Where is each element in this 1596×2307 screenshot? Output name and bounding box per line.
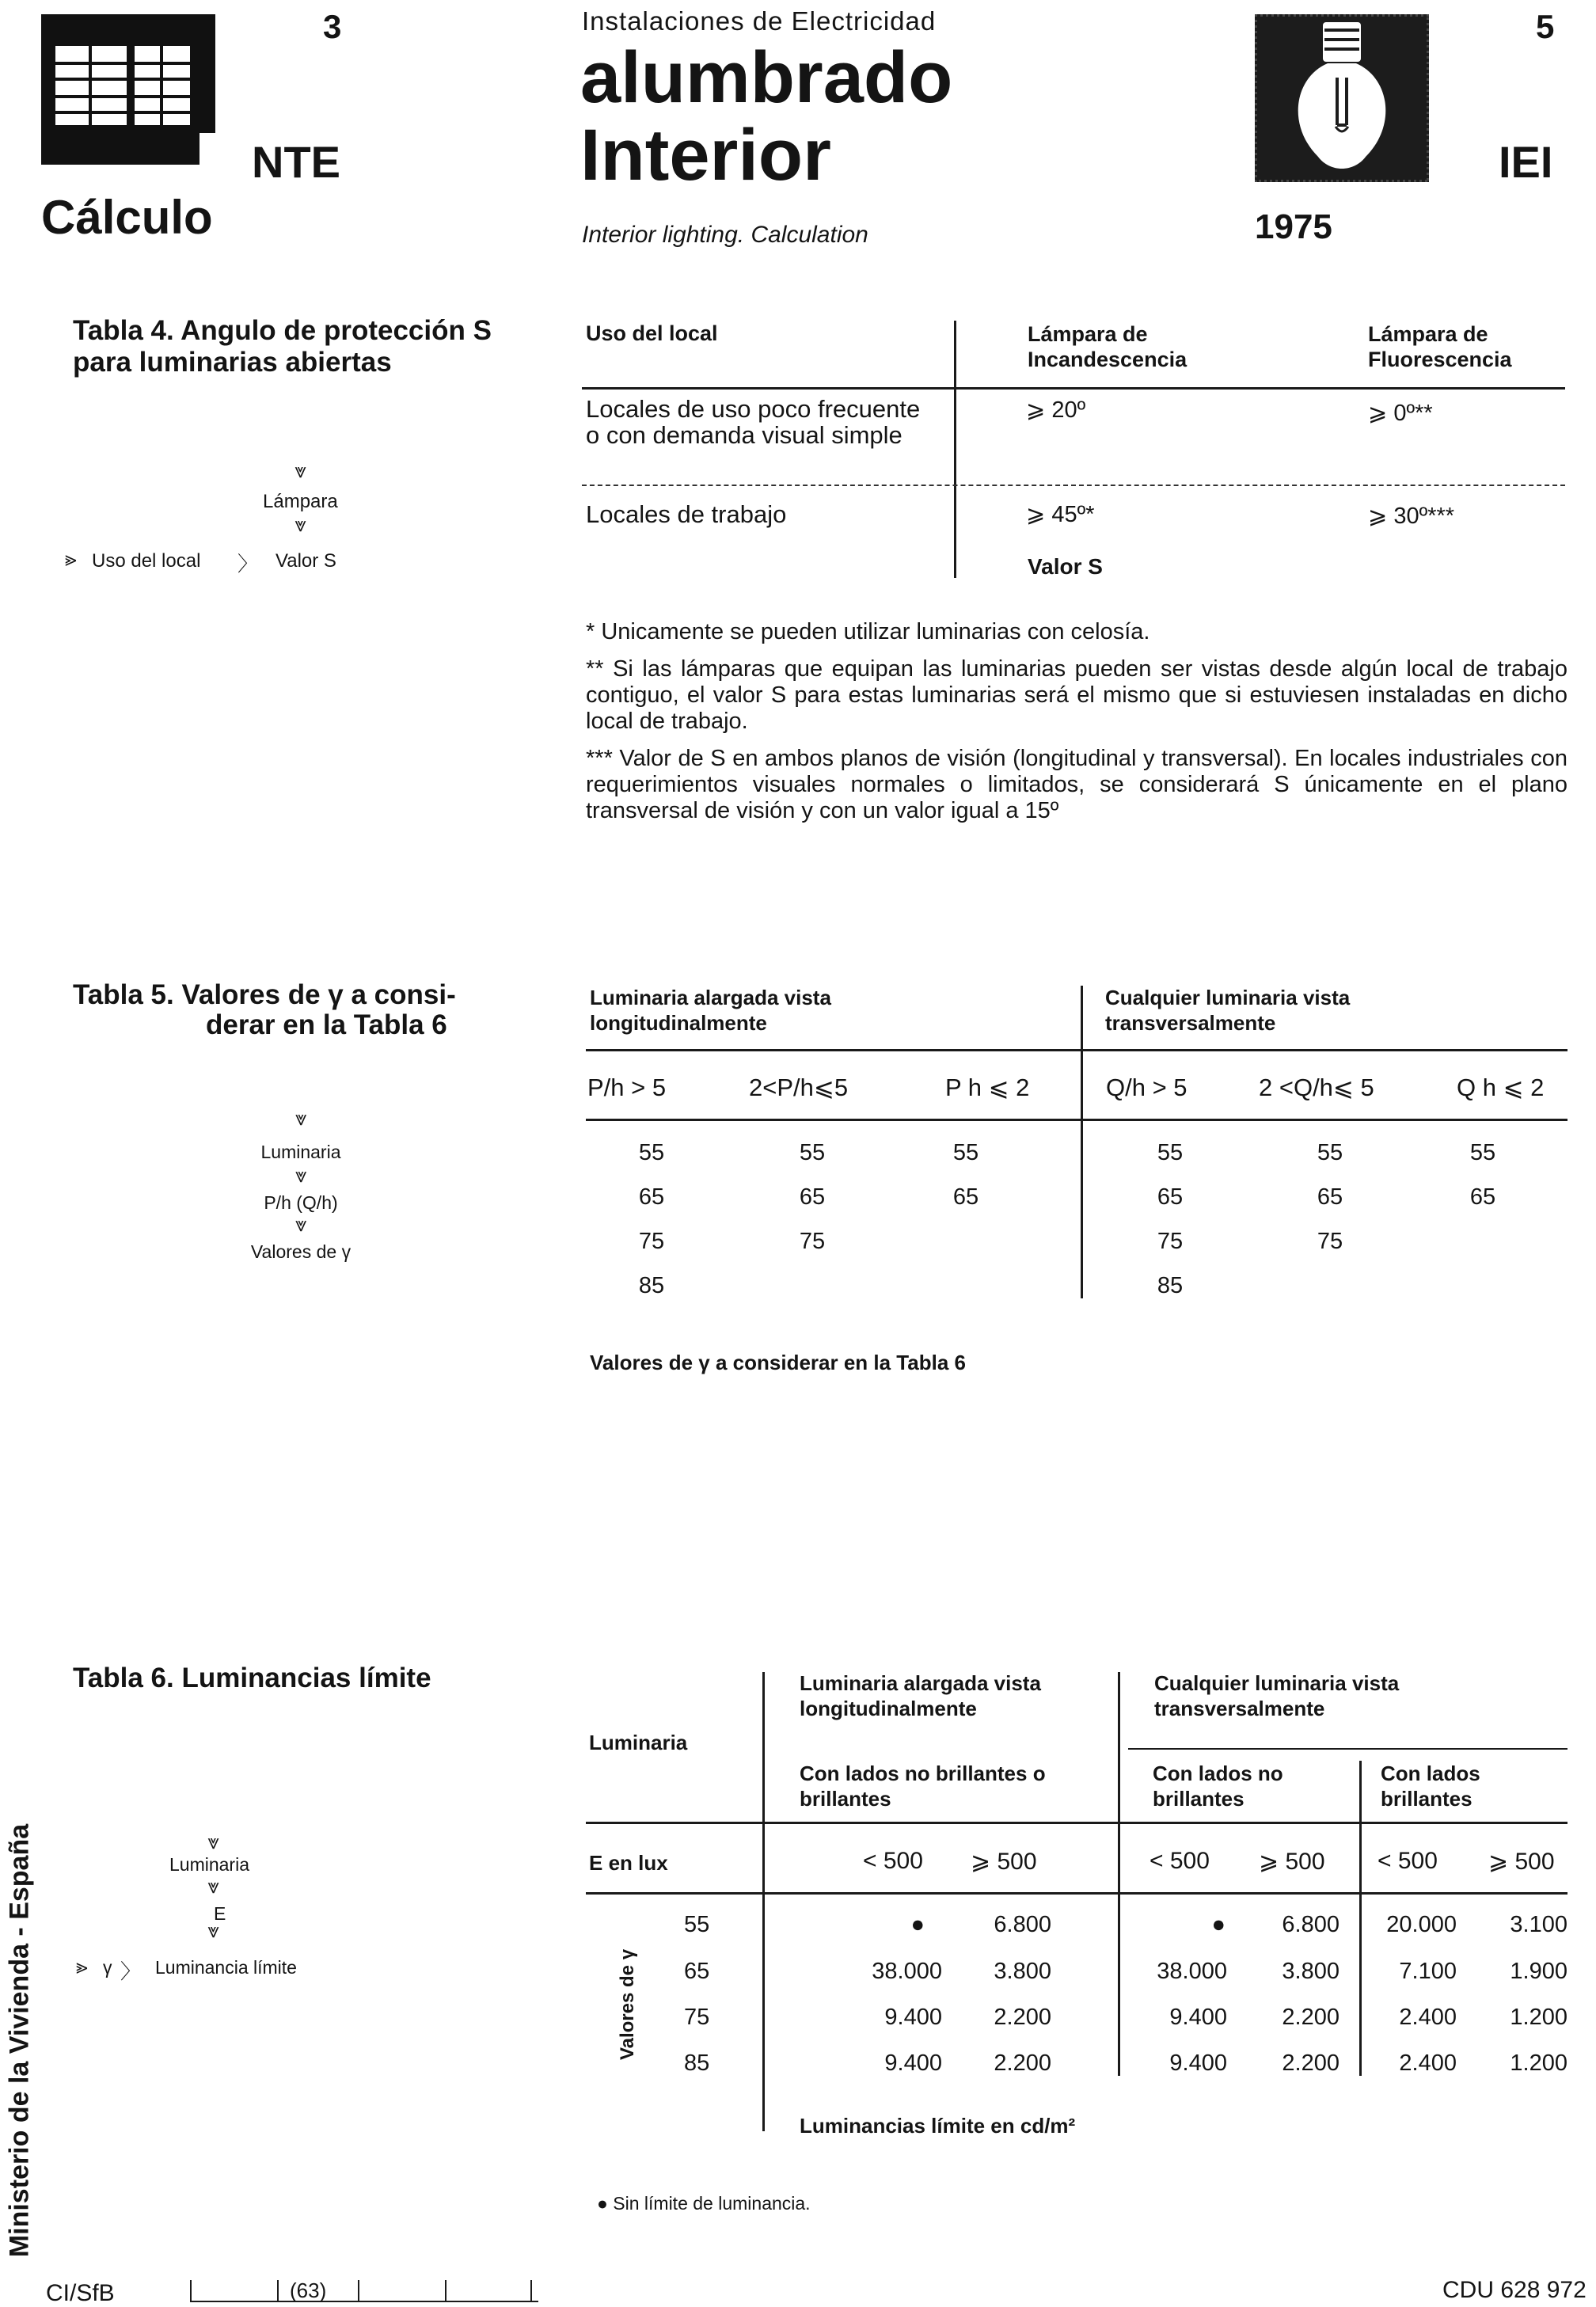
t6-cell: 9.400 xyxy=(884,2005,942,2030)
tabla6-divider2 xyxy=(1118,1672,1120,2076)
tabla5-header-rule xyxy=(586,1049,1568,1051)
tabla6-flow-diagram xyxy=(71,1830,388,1984)
flow-luminaria: Luminaria xyxy=(169,1854,249,1875)
t6-cell: 2.200 xyxy=(1282,2050,1340,2076)
iei-code: IEI xyxy=(1499,137,1553,187)
nte-label: NTE xyxy=(252,137,340,187)
tabla5-col3: P h ⩽ 2 xyxy=(945,1074,1030,1101)
tabla5-divider xyxy=(1081,986,1083,1298)
series-title: Instalaciones de Electricidad xyxy=(582,6,937,36)
tabla6-e-col3: < 500 xyxy=(1150,1848,1210,1874)
t6-cell: 1.900 xyxy=(1510,1959,1568,1984)
t5-cell: 75 xyxy=(799,1229,826,1254)
english-subtitle: Interior lighting. Calculation xyxy=(582,222,868,248)
down-arrow-icon: ⩔ xyxy=(294,513,306,537)
tabla4-row-rule xyxy=(582,485,1565,486)
tabla6-e-col1: < 500 xyxy=(863,1848,923,1874)
page-right-number: 5 xyxy=(1536,8,1555,45)
tabla5-group2: Cualquier luminaria vista transversalmente xyxy=(1105,986,1351,1035)
main-title-line2: Interior xyxy=(580,115,831,196)
t5-cell: 85 xyxy=(1157,1273,1184,1298)
tabla6-e-rule xyxy=(586,1892,1568,1895)
note-1: * Unicamente se pueden utilizar luminarias con celosía. xyxy=(586,619,1150,644)
tabla4-notes xyxy=(586,619,1568,824)
tabla5-col1: P/h > 5 xyxy=(587,1074,667,1101)
t6-cell: 3.800 xyxy=(1282,1959,1340,1984)
flow-lampara: Lámpara xyxy=(263,491,338,512)
gamma-value: 85 xyxy=(684,2050,710,2076)
tabla4-row2-incand: ⩾ 45º* xyxy=(1026,502,1095,527)
cisfb-tick xyxy=(277,2280,279,2302)
t6-cell: 1.200 xyxy=(1510,2005,1568,2030)
t5-cell: 55 xyxy=(1469,1140,1496,1165)
t6-cell: 6.800 xyxy=(994,1912,1051,1937)
t6-cell: 9.400 xyxy=(1169,2050,1227,2076)
t5-cell: 65 xyxy=(1317,1184,1343,1210)
t6-cell: 9.400 xyxy=(884,2050,942,2076)
tabla4-row1-incand: ⩾ 20º xyxy=(1026,397,1086,423)
flow-luminaria: Luminaria xyxy=(260,1142,341,1162)
tabla5-col2: 2<P/h⩽5 xyxy=(749,1074,849,1101)
tabla4-header-uso: Uso del local xyxy=(586,321,718,345)
tabla4-row1-uso: Locales de uso poco frecuente o con demanda visual simple xyxy=(586,395,921,449)
t5-cell: 55 xyxy=(638,1140,665,1165)
tabla5-col-rule xyxy=(586,1119,1568,1121)
t6-cell: ● xyxy=(1211,1912,1226,1937)
note-2: ** Si las lámparas que equipan las luminarias pueden ser vistas desde algún local de trabajo contiguo, el valor S para estas luminarias será el mismo que si estuviesen instaladas en dicho local de trabajo. xyxy=(586,656,1568,734)
cisfb-code: (63) xyxy=(290,2278,327,2302)
tabla6-e-col4: ⩾ 500 xyxy=(1259,1849,1325,1875)
flow-gamma: γ xyxy=(103,1957,112,1978)
tabla5-col4: Q/h > 5 xyxy=(1106,1074,1188,1101)
tabla6-e-col2: ⩾ 500 xyxy=(971,1849,1037,1875)
t5-cell: 65 xyxy=(1157,1184,1184,1210)
tabla4-title: Tabla 4. Angulo de protección S para luminarias abiertas xyxy=(73,315,492,378)
down-arrow-icon: ⩔ xyxy=(294,459,306,483)
tabla6-sub2: Con lados no brillantes xyxy=(1153,1762,1283,1811)
flow-ph: P/h (Q/h) xyxy=(264,1192,338,1213)
cisfb-baseline xyxy=(190,2301,538,2302)
t6-cell: 2.200 xyxy=(994,2005,1051,2030)
ministry-label: Ministerio de la Vivienda - España xyxy=(4,1823,35,2258)
main-title-line1: alumbrado xyxy=(580,37,953,118)
tabla5-col5: 2 <Q/h⩽ 5 xyxy=(1259,1074,1374,1101)
tabla5-col6: Q h ⩽ 2 xyxy=(1457,1074,1545,1101)
tabla4-header-rule xyxy=(582,387,1565,390)
tabla4-header-fluorescencia: Lámpara de Fluorescencia xyxy=(1368,322,1512,371)
right-arrow-icon: 〉 xyxy=(120,1960,142,1984)
t5-cell: 65 xyxy=(1469,1184,1496,1210)
tabla4-row2-fluor: ⩾ 30º*** xyxy=(1368,504,1455,529)
note-3: *** Valor de S en ambos planos de visión (longitudinal y transversal). En locales industriales con requerimientos visuales normales o limitados, se considerará S únicamente en el plano transversal de visión y con un valor igual a 15º xyxy=(586,746,1568,823)
tabla6-e-col6: ⩾ 500 xyxy=(1488,1849,1555,1875)
right-arrow-icon: ⪢ xyxy=(65,548,77,572)
flow-valor-s: Valor S xyxy=(276,550,336,572)
light-bulb-icon xyxy=(1255,14,1429,182)
cdu-label: CDU 628 972 xyxy=(1442,2277,1586,2303)
tabla6-group-rule xyxy=(1128,1748,1568,1750)
gamma-value: 55 xyxy=(684,1912,710,1937)
flow-e: E xyxy=(214,1903,226,1924)
tabla6-group2: Cualquier luminaria vista transversalmente xyxy=(1154,1671,1400,1720)
tabla6-side-label: Valores de γ xyxy=(617,1948,638,2061)
t6-cell: 2.400 xyxy=(1399,2050,1457,2076)
tabla5-group1: Luminaria alargada vista longitudinalmente xyxy=(590,986,831,1035)
tabla4-row2-uso: Locales de trabajo xyxy=(586,500,787,528)
tabla5-flow-diagram xyxy=(222,1107,380,1273)
tabla6-caption: Luminancias límite en cd/m² xyxy=(800,2114,1076,2138)
down-arrow-icon: ⩔ xyxy=(294,1107,307,1131)
down-arrow-icon: ⩔ xyxy=(294,1213,307,1237)
t5-cell: 65 xyxy=(638,1184,665,1210)
cisfb-tick xyxy=(358,2280,359,2302)
page-left-number: 3 xyxy=(323,8,342,45)
tabla5-caption: Valores de γ a considerar en la Tabla 6 xyxy=(590,1351,966,1374)
t5-cell: 65 xyxy=(799,1184,826,1210)
t6-cell: 2.400 xyxy=(1399,2005,1457,2030)
cisfb-tick xyxy=(530,2280,532,2302)
tabla5-title-line1: Tabla 5. Valores de γ a consi- xyxy=(73,979,456,1010)
t5-cell: 55 xyxy=(1317,1140,1343,1165)
cisfb-box xyxy=(190,2271,538,2302)
flow-luminancia-limite: Luminancia límite xyxy=(155,1957,297,1978)
t6-cell: 20.000 xyxy=(1386,1912,1457,1937)
down-arrow-icon: ⩔ xyxy=(207,1830,219,1854)
t5-cell: 85 xyxy=(638,1273,665,1298)
cisfb-label: CI/SfB xyxy=(46,2280,115,2306)
t6-cell: ● xyxy=(910,1912,925,1937)
t6-cell: 7.100 xyxy=(1399,1959,1457,1984)
tabla5-title xyxy=(73,980,548,1040)
t6-cell: 3.800 xyxy=(994,1959,1051,1984)
down-arrow-icon: ⩔ xyxy=(294,1164,307,1188)
tabla5-title-line2: derar en la Tabla 6 xyxy=(206,1009,447,1040)
down-arrow-icon: ⩔ xyxy=(207,1919,219,1943)
tabla4-flow-diagram xyxy=(65,459,380,578)
t5-cell: 65 xyxy=(952,1184,979,1210)
cisfb-tick xyxy=(445,2280,446,2302)
tabla6-sub3: Con lados brillantes xyxy=(1381,1762,1480,1811)
t6-cell: 1.200 xyxy=(1510,2050,1568,2076)
t6-cell: 38.000 xyxy=(872,1959,942,1984)
tabla4-row1-fluor: ⩾ 0º** xyxy=(1368,401,1433,426)
flow-uso-del-local: Uso del local xyxy=(92,550,201,572)
tabla4-header-incandescencia: Lámpara de Incandescencia xyxy=(1028,322,1188,371)
right-arrow-icon: 〉 xyxy=(238,553,259,576)
gamma-value: 65 xyxy=(684,1959,710,1984)
t5-cell: 55 xyxy=(1157,1140,1184,1165)
right-arrow-icon: ⪢ xyxy=(76,1955,88,1979)
t6-cell: 6.800 xyxy=(1282,1912,1340,1937)
t5-cell: 75 xyxy=(1317,1229,1343,1254)
year: 1975 xyxy=(1255,207,1332,246)
calculo-label: Cálculo xyxy=(41,191,213,244)
tabla4-divider xyxy=(954,321,956,578)
t6-cell: 9.400 xyxy=(1169,2005,1227,2030)
flow-valores-gamma: Valores de γ xyxy=(250,1241,352,1262)
tabla6-footnote: ● Sin límite de luminancia. xyxy=(597,2193,811,2214)
down-arrow-icon: ⩔ xyxy=(207,1875,219,1898)
cisfb-tick xyxy=(190,2280,192,2302)
t5-cell: 75 xyxy=(638,1229,665,1254)
t6-cell: 2.200 xyxy=(994,2050,1051,2076)
tabla6-header-rule xyxy=(586,1822,1568,1824)
t5-cell: 75 xyxy=(1157,1229,1184,1254)
tabla6-title: Tabla 6. Luminancias límite xyxy=(73,1663,431,1693)
tabla6-luminaria-label: Luminaria xyxy=(589,1731,688,1754)
t5-cell: 55 xyxy=(799,1140,826,1165)
t5-cell: 55 xyxy=(952,1140,979,1165)
t6-cell: 3.100 xyxy=(1510,1912,1568,1937)
tabla6-group1: Luminaria alargada vista longitudinalmente xyxy=(800,1671,1041,1720)
nte-logo xyxy=(41,14,215,165)
tabla4-caption: Valor S xyxy=(1028,554,1103,579)
t6-cell: 38.000 xyxy=(1157,1959,1227,1984)
tabla6-sub1: Con lados no brillantes o brillantes xyxy=(800,1762,1046,1811)
t6-cell: 2.200 xyxy=(1282,2005,1340,2030)
tabla6-e-label: E en lux xyxy=(589,1851,668,1875)
tabla6-divider1 xyxy=(762,1672,765,2131)
gamma-value: 75 xyxy=(684,2005,710,2030)
tabla6-e-col5: < 500 xyxy=(1378,1848,1438,1874)
